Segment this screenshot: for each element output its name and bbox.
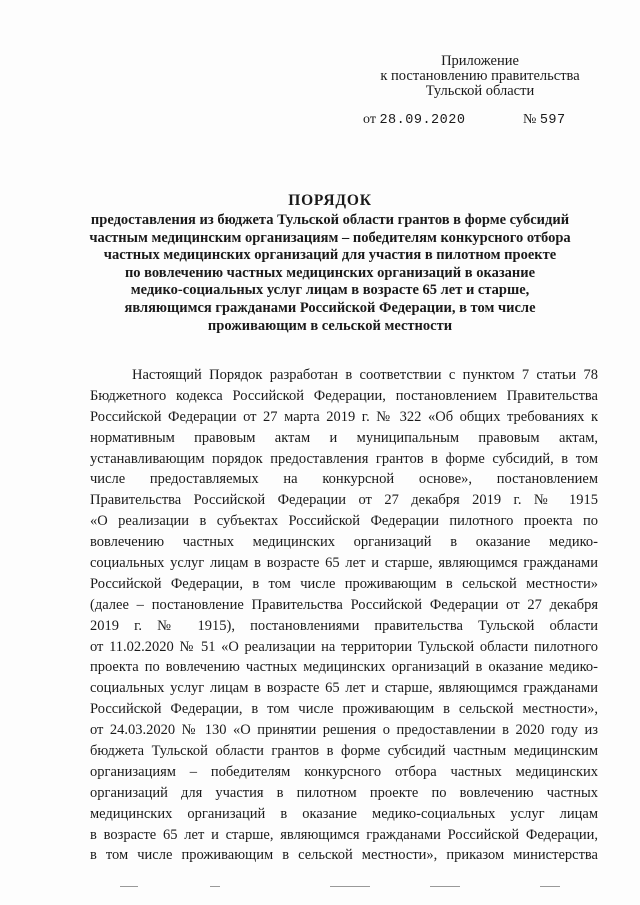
document-date: 28.09.2020	[379, 113, 466, 128]
body-line: в возрасте 65 лет и старше, являющимся гражданами Российской Федерации,	[90, 826, 598, 843]
body-line: организациям – победителям конкурсного отбора частных медицинских	[90, 763, 598, 780]
body-line: Российской Федерации, в том числе проживающим в сельской местности»,	[90, 701, 598, 718]
scan-mark	[120, 886, 138, 887]
title-line: предоставления из бюджета Тульской области грантов в форме субсидий	[90, 212, 570, 228]
body-paragraph	[90, 365, 598, 866]
body-line: социальных услуг лицам в возрасте 65 лет и старше, являющимся гражданами	[90, 555, 598, 572]
body-line: Правительства Российской Федерации от 27 декабря 2019 г. № 1915	[90, 492, 598, 509]
body-line: (далее – постановление Правительства Российской Федерации от 27 декабря	[90, 596, 598, 613]
scan-mark	[210, 886, 220, 887]
document-title	[80, 192, 580, 335]
body-line: медицинских организаций в оказание медико-социальных услуг лицам	[90, 805, 598, 822]
body-line: в том числе проживающим в сельской местности», приказом министерства	[90, 847, 598, 864]
annex-reference: к постановлению правительства	[380, 68, 580, 84]
body-line: бюджета Тульской области грантов в форме субсидий частным медицинским	[90, 743, 598, 760]
title-line: являющимся гражданами Российской Федерации, в том числе	[124, 299, 536, 316]
document-number: 597	[539, 113, 566, 128]
title-line: проживающим в сельской местности	[207, 317, 453, 334]
title-line: по вовлечению частных медицинских организаций в оказание	[124, 264, 536, 281]
body-line: Российской Федерации, в том числе проживающим в сельской местности»	[90, 575, 598, 592]
body-line: от 24.03.2020 № 130 «О принятии решения о предоставлении в 2020 году из	[90, 722, 598, 739]
scan-artifact-marks	[120, 886, 560, 890]
body-line: социальных услуг лицам в возрасте 65 лет и старше, являющимся гражданами	[90, 680, 598, 697]
body-line: нормативным правовым актам и муниципальным правовым актам,	[90, 429, 598, 446]
body-line: 2019 г. № 1915), постановлениями правительства Тульской области	[90, 617, 598, 634]
title-heading: ПОРЯДОК	[288, 192, 372, 209]
body-line: от 11.02.2020 № 51 «О реализации на территории Тульской области пилотного	[90, 638, 598, 655]
title-line: частных медицинских организаций для участия в пилотном проекте	[103, 247, 557, 264]
body-line: Бюджетного кодекса Российской Федерации, постановлением Правительства	[90, 387, 598, 404]
body-line: организаций для участия в пилотном проекте по вовлечению частных	[90, 784, 598, 801]
body-line: «О реализации в субъектах Российской Федерации пилотного проекта по	[90, 513, 598, 530]
body-line: устанавливающим порядок предоставления грантов в форме субсидий, в том	[90, 450, 598, 467]
annex-region: Тульской области	[425, 83, 535, 99]
title-line: частным медицинским организациям – победителям конкурсного отбора	[89, 229, 571, 246]
title-line: медико-социальных услуг лицам в возрасте 65 лет и старше,	[130, 282, 530, 299]
scan-mark	[330, 886, 370, 887]
annex-header	[360, 54, 600, 99]
body-line: Российской Федерации от 27 марта 2019 г. № 322 «Об общих требованиях к	[90, 408, 598, 425]
body-line: вовлечению частных медицинских организаций в оказание медико-	[90, 534, 598, 551]
body-line: числе предоставляемых на конкурсной основе», постановлением	[90, 471, 598, 488]
number-label: №	[522, 112, 537, 127]
date-prefix: от	[363, 112, 376, 127]
document-date-number	[363, 112, 566, 128]
annex-title: Приложение	[441, 53, 519, 69]
body-line: Настоящий Порядок разработан в соответствии с пунктом 7 статьи 78	[132, 367, 598, 383]
body-line: проекта по вовлечению частных медицинских организаций в оказание медико-	[90, 659, 598, 676]
scan-mark	[430, 886, 460, 887]
scan-mark	[540, 886, 560, 887]
